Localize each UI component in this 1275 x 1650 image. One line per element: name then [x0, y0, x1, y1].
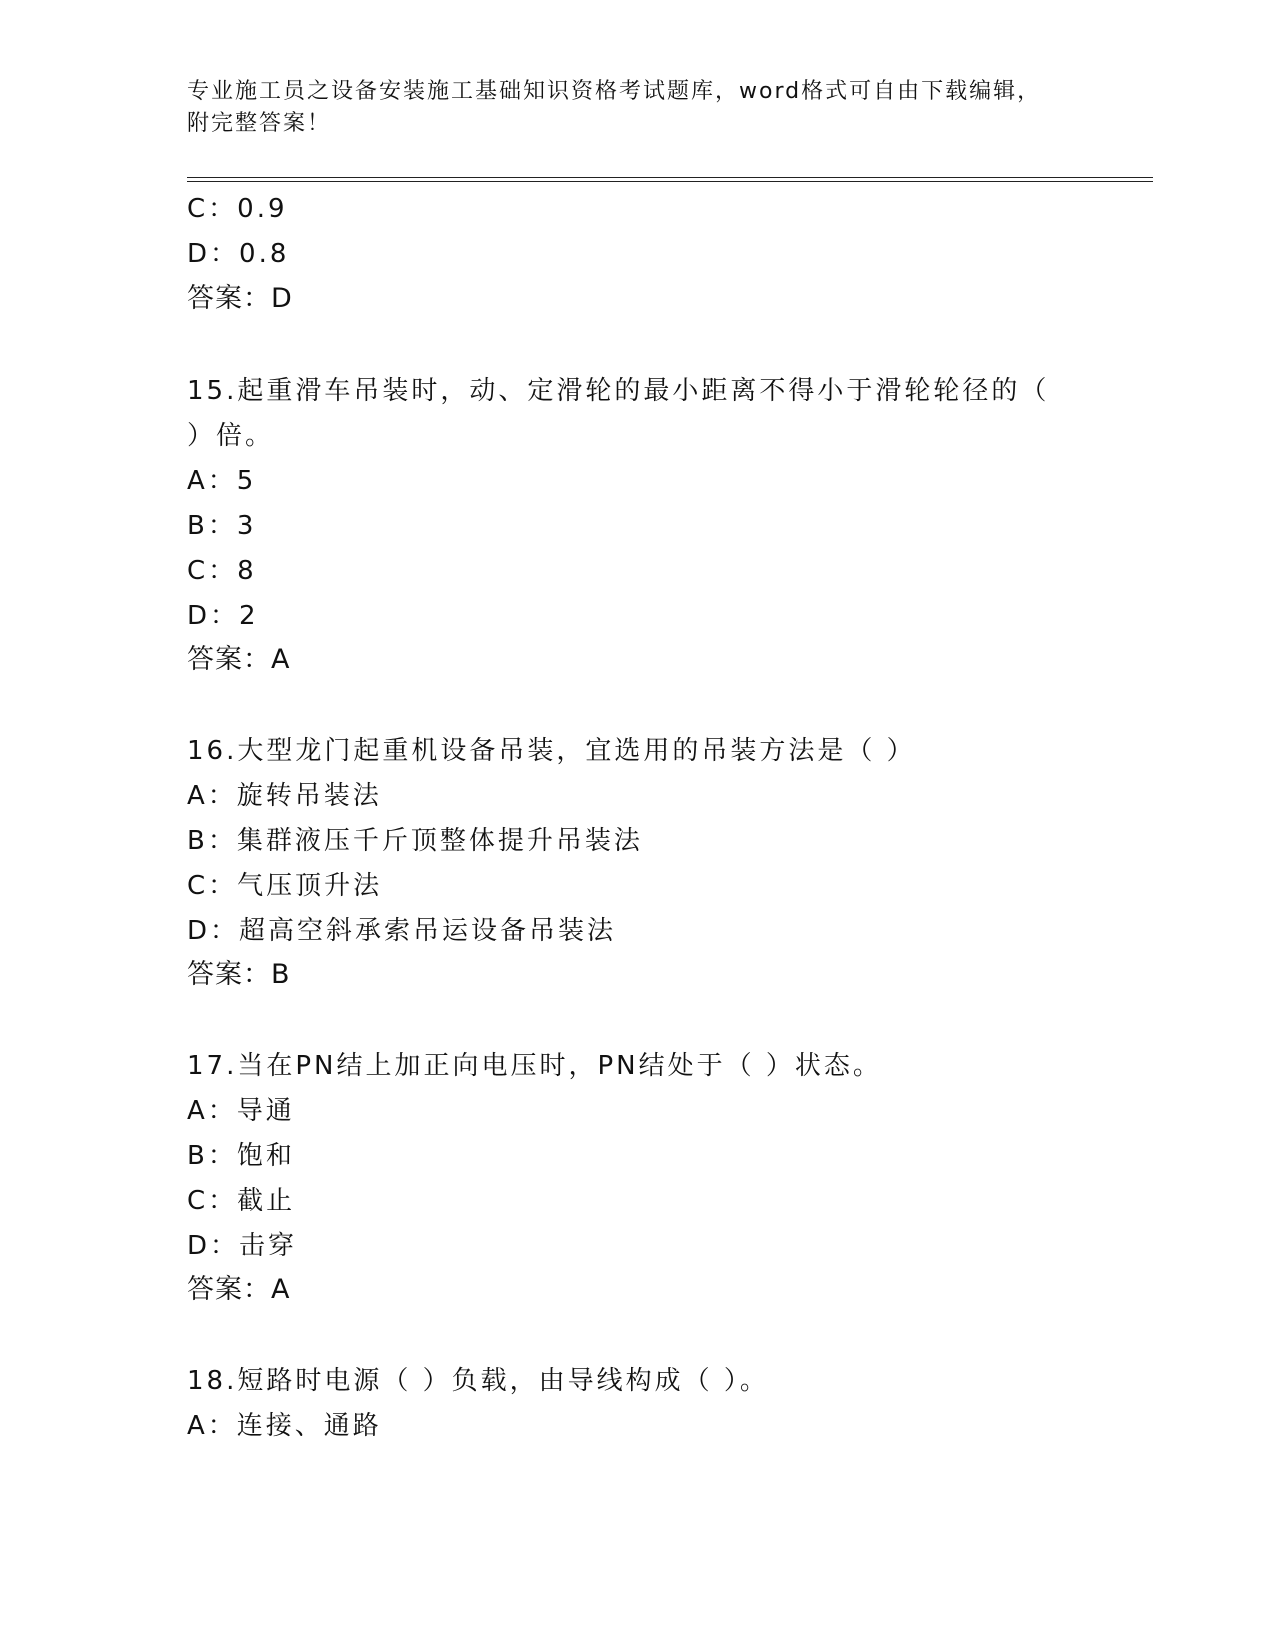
option-c: C：8: [187, 556, 257, 586]
answer: 答案：A: [187, 1274, 291, 1305]
question-stem: 16.大型龙门起重机设备吊装，宜选用的吊装方法是（ ）: [187, 736, 916, 766]
answer: 答案：D: [187, 283, 293, 314]
option-c: C：气压顶升法: [187, 871, 383, 901]
header-divider-bottom: [187, 181, 1153, 182]
option-c: C：0.9: [187, 194, 288, 224]
answer: 答案：B: [187, 959, 291, 990]
option-b: B：饱和: [187, 1141, 295, 1171]
option-c: C：截止: [187, 1186, 296, 1216]
option-a: A：连接、通路: [187, 1411, 382, 1441]
option-a: A：导通: [187, 1096, 295, 1126]
option-d: D：超高空斜承索吊运设备吊装法: [187, 916, 617, 946]
question-stem-continued: ）倍。: [187, 421, 275, 451]
question-stem: 17.当在PN结上加正向电压时，PN结处于（ ）状态。: [187, 1051, 882, 1081]
question-stem: 15.起重滑车吊装时，动、定滑轮的最小距离不得小于滑轮轮径的（: [187, 376, 1050, 406]
header-line-2: 附完整答案！: [187, 111, 332, 136]
option-b: B：3: [187, 511, 257, 541]
question-stem: 18.短路时电源（ ）负载，由导线构成（ ）。: [187, 1366, 769, 1396]
option-a: A：5: [187, 466, 257, 496]
header-divider-top: [187, 177, 1153, 178]
option-b: B：集群液压千斤顶整体提升吊装法: [187, 826, 643, 856]
header-line-1: 专业施工员之设备安装施工基础知识资格考试题库，word格式可自由下载编辑，: [187, 79, 1042, 104]
option-d: D：击穿: [187, 1231, 298, 1261]
option-d: D：0.8: [187, 239, 290, 269]
answer: 答案：A: [187, 644, 291, 675]
document-header: [187, 76, 1087, 140]
option-a: A：旋转吊装法: [187, 781, 382, 811]
option-d: D：2: [187, 601, 259, 631]
